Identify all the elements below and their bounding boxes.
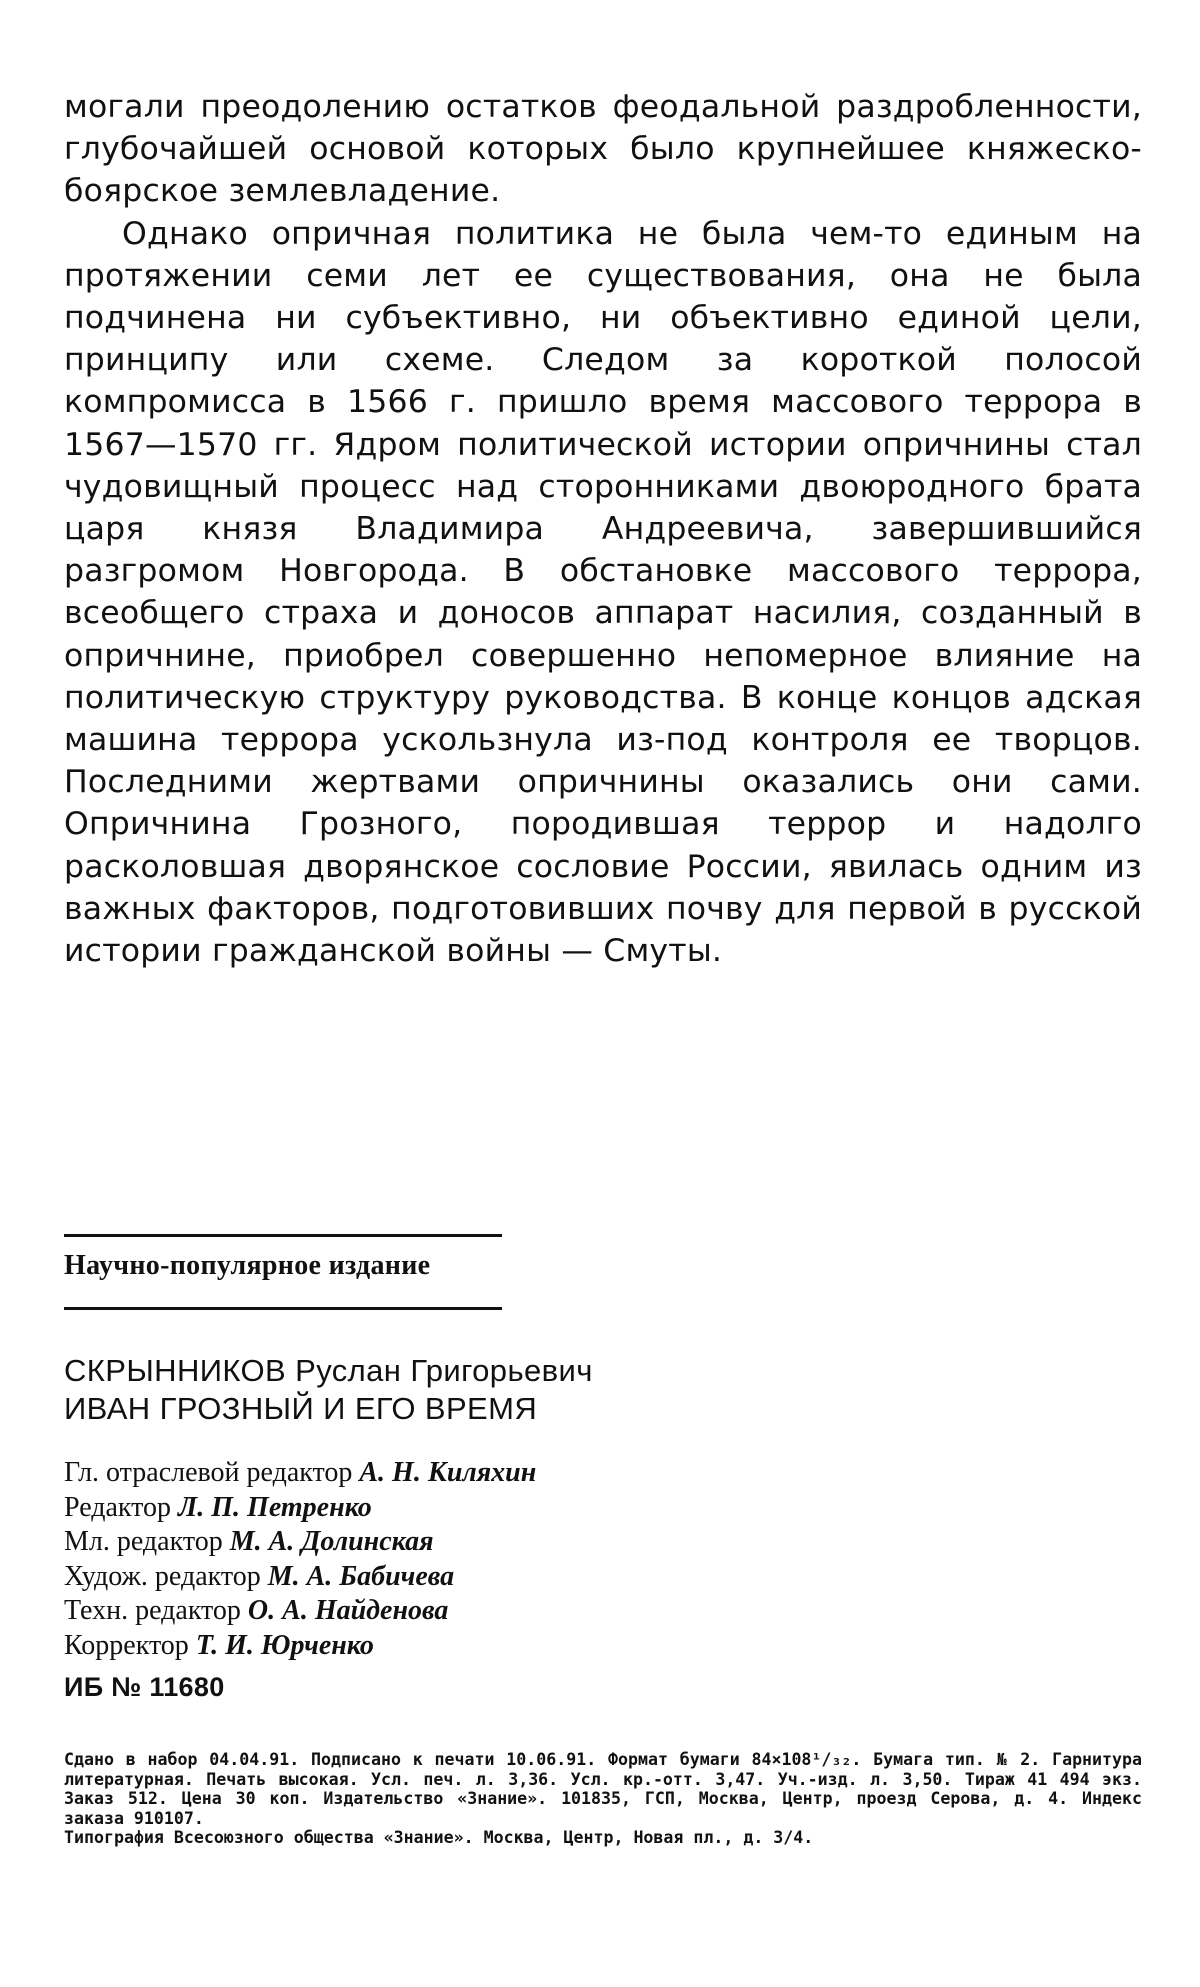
credit-role: Редактор xyxy=(64,1491,172,1523)
body-text xyxy=(64,86,1142,972)
author-surname: СКРЫННИКОВ xyxy=(64,1353,287,1388)
credit-name: М. А. Долинская xyxy=(229,1526,434,1557)
paragraph-continuation: могали преодолению остатков феодальной раздробленности, глубочайшей основой которых было крупнейшее княжеско-боярское землевладение. xyxy=(64,89,1142,210)
imprint-block xyxy=(64,1750,1142,1848)
printer-line: Типография Всесоюзного общества «Знание». Москва, Центр, Новая пл., д. 3/4. xyxy=(64,1828,814,1847)
colophon-rule-top xyxy=(64,1234,502,1237)
credit-line xyxy=(64,1491,536,1526)
paragraph: Однако опричная политика не была чем-то единым на протяжении семи лет ее существования, она не была подчинена ни субъективно, ни объективно единой цели, принципу или схеме. Следом за короткой полосой компромисса в 1566 г. пришло время массового террора в 1567—1570 гг. Ядром политической истории опричнины стал чудовищный процесс над сторонниками двоюродного брата царя князя Владимира Андреевича, завершившийся разгромом Новгорода. В обстановке массового террора, всеобщего страха и доносов аппарат насилия, созданный в опричнине, приобрел совершенно непомерное влияние на политическую структуру руководства. В конце концов адская машина террора ускользнула из-под контроля ее творцов. Последними жертвами опричнины оказались они сами. Опричнина Грозного, породившая террор и надолго расколовшая дворянское сословие России, явилась одним из важных факторов, подготовивших почву для первой в русской истории гражданской войны — Смуты. xyxy=(64,215,1142,970)
credit-role: Мл. редактор xyxy=(64,1526,223,1557)
credit-line xyxy=(64,1560,536,1595)
credit-line xyxy=(64,1629,536,1664)
credit-role: Корректор xyxy=(64,1629,189,1661)
credit-name: Т. И. Юрченко xyxy=(195,1629,374,1661)
credit-line xyxy=(64,1525,536,1560)
credit-name: А. Н. Киляхин xyxy=(359,1457,537,1488)
colophon-rule-bottom xyxy=(64,1307,502,1310)
credit-line xyxy=(64,1456,536,1491)
credit-name: Л. П. Петренко xyxy=(178,1491,372,1523)
ib-number: ИБ № 11680 xyxy=(64,1672,225,1702)
author-given-name: Руслан Григорьевич xyxy=(295,1353,593,1388)
imprint-details: Сдано в набор 04.04.91. Подписано к печати 10.06.91. Формат бумаги 84×108¹/₃₂. Бумага тип. № 2. Гарнитура литературная. Печать высокая. Усл. печ. л. 3,36. Усл. кр.-отт. 3,47. Уч.-изд. л. 3,50. Тираж 41 494 экз. Заказ 512. Цена 30 коп. Издательство «Знание». 101835, ГСП, Москва, Центр, проезд Серова, д. 4. Индекс заказа 910107. xyxy=(64,1750,1142,1828)
book-title: ИВАН ГРОЗНЫЙ И ЕГО ВРЕМЯ xyxy=(64,1391,538,1426)
credit-role: Гл. отраслевой редактор xyxy=(64,1457,353,1488)
credit-role: Худож. редактор xyxy=(64,1560,261,1592)
credit-name: О. А. Найденова xyxy=(247,1595,449,1626)
credits-list xyxy=(64,1456,536,1663)
credit-name: М. А. Бабичева xyxy=(267,1560,455,1592)
credit-role: Техн. редактор xyxy=(64,1595,241,1626)
author-line xyxy=(64,1353,593,1389)
credit-line xyxy=(64,1594,536,1629)
edition-type: Научно-популярное издание xyxy=(64,1250,431,1281)
